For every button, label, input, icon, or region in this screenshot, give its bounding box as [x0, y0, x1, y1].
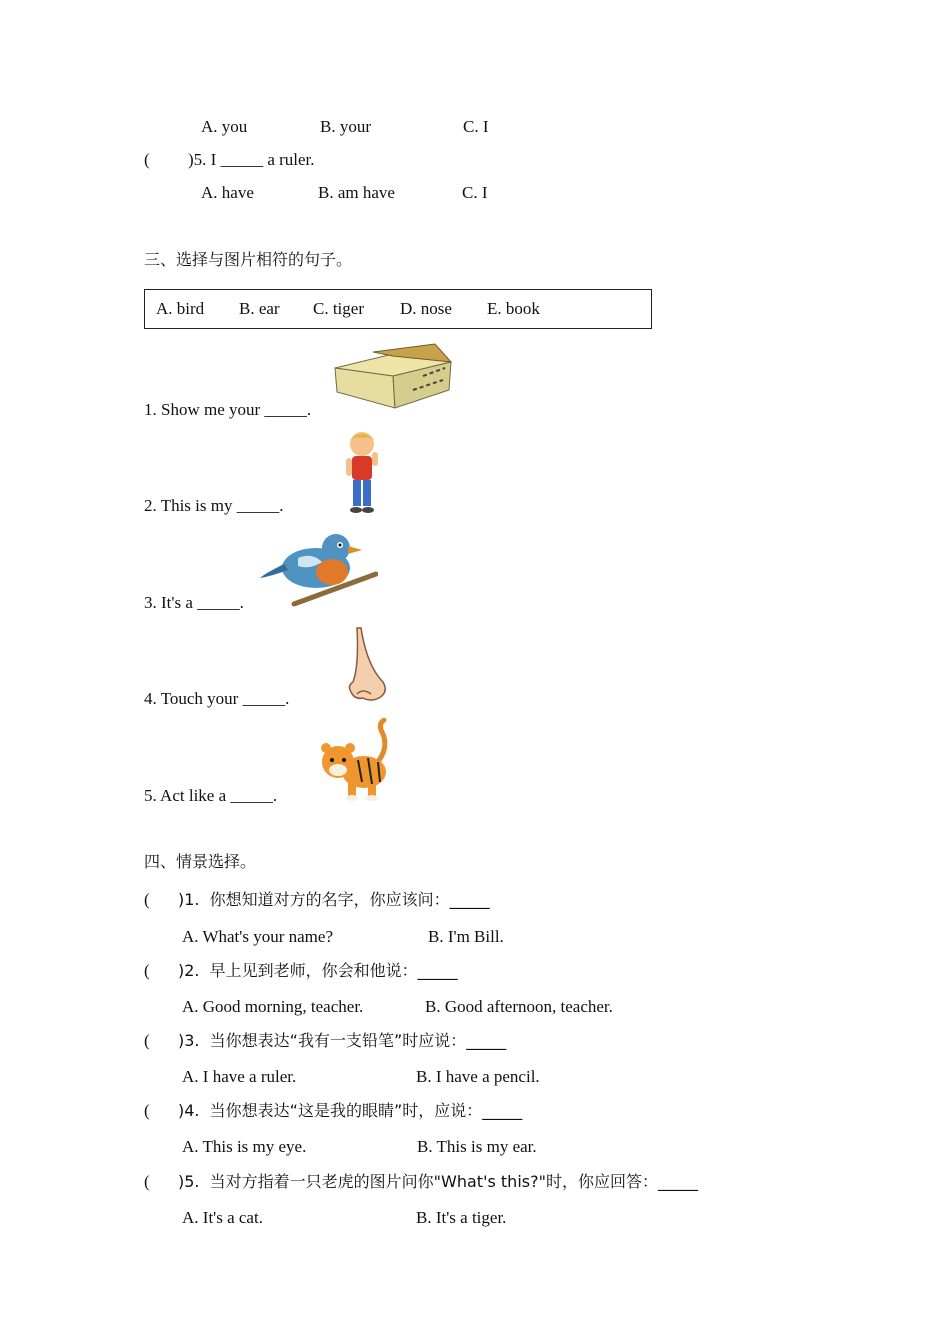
s4-q3-option-a: A. I have a ruler.: [182, 1067, 297, 1086]
s4-q4-option-a: A. This is my eye.: [182, 1137, 307, 1156]
q4-option-b: B. your: [320, 117, 371, 136]
q5-option-a: A. have: [201, 183, 254, 202]
section4-title: 四、情景选择。: [144, 852, 257, 871]
word-bank-item: C. tiger: [313, 299, 364, 318]
q4-option-a: A. you: [201, 117, 248, 136]
s4-q5-option-a: A. It's a cat.: [182, 1208, 263, 1227]
s4-q4-option-b: B. This is my ear.: [417, 1137, 537, 1156]
word-bank-item: E. book: [487, 299, 540, 318]
word-bank-item: A. bird: [156, 299, 205, 318]
s3-item-2: 2. This is my _____.: [144, 496, 284, 515]
answer-paren: (: [144, 1172, 150, 1191]
s3-item-1: 1. Show me your _____.: [144, 400, 312, 419]
q5-option-b: B. am have: [318, 183, 395, 202]
s4-q5-option-b: B. It's a tiger.: [416, 1208, 507, 1227]
s4-q1-option-a: A. What's your name?: [182, 927, 333, 946]
q5-option-c: C. I: [462, 183, 488, 202]
s4-q5-stem: )5. 当对方指着一只老虎的图片问你"What's this?"时，你应回答：_____: [178, 1172, 698, 1191]
word-bank-item: D. nose: [400, 299, 452, 318]
s3-item-3: 3. It's a _____.: [144, 593, 244, 612]
s4-q2-option-b: B. Good afternoon, teacher.: [425, 997, 613, 1016]
answer-paren: (: [144, 961, 150, 980]
word-bank: [144, 289, 652, 329]
s4-q3-stem: )3. 当你想表达“我有一支铅笔”时应说：_____: [178, 1031, 507, 1050]
s4-q1-stem: )1. 你想知道对方的名字，你应该问：_____: [178, 890, 490, 909]
section3-title: 三、选择与图片相符的句子。: [144, 250, 353, 269]
answer-paren: (: [144, 890, 150, 909]
q4-option-c: C. I: [463, 117, 489, 136]
boy-icon: [340, 430, 384, 514]
s4-q2-option-a: A. Good morning, teacher.: [182, 997, 364, 1016]
answer-paren: (: [144, 1031, 150, 1050]
q5-stem: )5. I _____ a ruler.: [188, 150, 315, 169]
s4-q3-option-b: B. I have a pencil.: [416, 1067, 540, 1086]
s4-q1-option-b: B. I'm Bill.: [428, 927, 504, 946]
tiger-icon: [318, 718, 394, 804]
book-icon: [333, 340, 453, 410]
answer-paren: (: [144, 150, 150, 169]
s3-item-5: 5. Act like a _____.: [144, 786, 278, 805]
s4-q4-stem: )4. 当你想表达“这是我的眼睛”时，应说：_____: [178, 1101, 523, 1120]
bird-icon: [258, 530, 378, 608]
word-bank-item: B. ear: [239, 299, 280, 318]
answer-paren: (: [144, 1101, 150, 1120]
s3-item-4: 4. Touch your _____.: [144, 689, 290, 708]
nose-icon: [343, 626, 393, 706]
s4-q2-stem: )2. 早上见到老师，你会和他说：_____: [178, 961, 458, 980]
